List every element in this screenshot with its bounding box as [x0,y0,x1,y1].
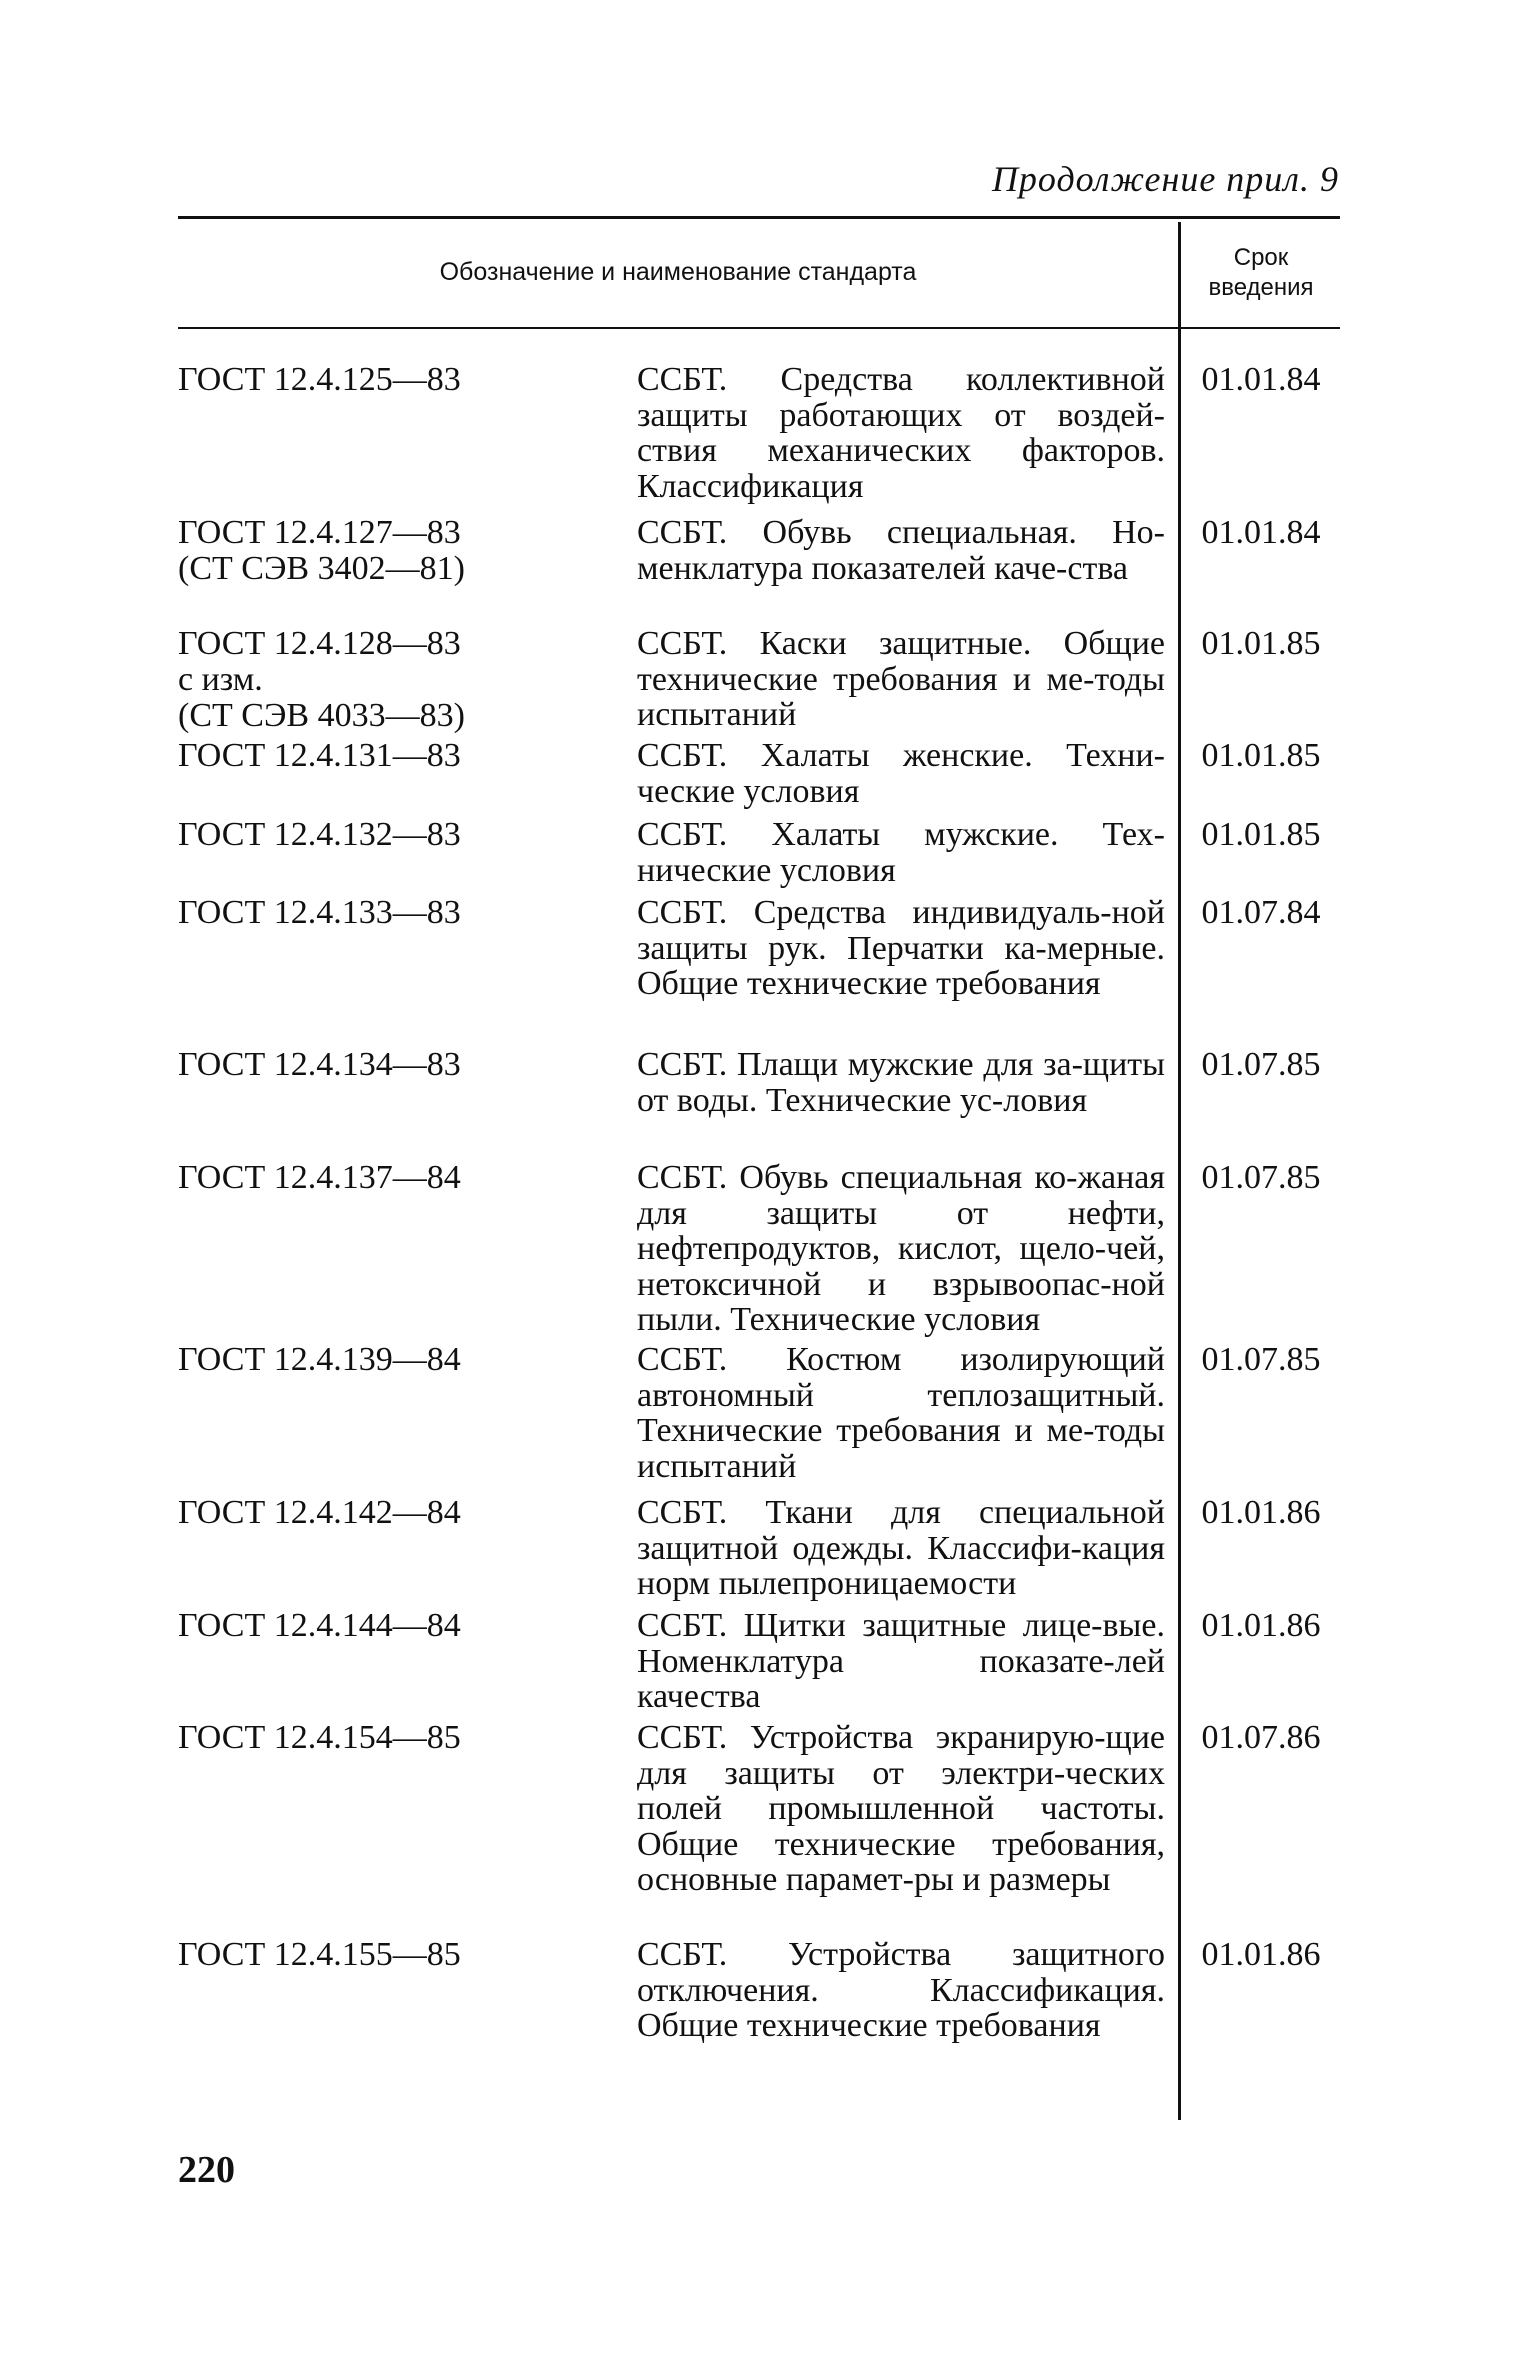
standard-title: ССБТ. Костюм изолирующий автономный теплозащитный. Технические требования и ме-тоды испытаний [637,1341,1165,1485]
effective-date: 01.07.85 [1201,1046,1321,1083]
effective-date: 01.01.86 [1201,1936,1321,1973]
standard-code-line: ГОСТ 12.4.142—84 [178,1494,461,1531]
effective-date: 01.07.84 [1201,894,1321,931]
column-header-term-line1: Срок [1233,244,1289,271]
standard-title: ССБТ. Средства коллективной защиты работающих от воздей-ствия механических факторов. Классификация [637,361,1165,505]
standard-title: ССБТ. Устройства защитного отключения. Классификация. Общие технические требования [637,1936,1165,2044]
standard-code [178,895,608,931]
standard-code-line: ГОСТ 12.4.127—83 [178,514,461,551]
standard-code [178,1160,608,1196]
standard-code-line: ГОСТ 12.4.155—85 [178,1936,461,1973]
standard-title: ССБТ. Халаты мужские. Тех-нические условия [637,816,1165,889]
effective-date: 01.01.85 [1201,625,1321,662]
standard-code [178,1047,608,1083]
standard-code [178,362,608,398]
column-header-term-line2: введения [1208,274,1314,301]
standard-code-line: ГОСТ 12.4.132—83 [178,816,461,853]
standard-code-line: ГОСТ 12.4.144—84 [178,1607,461,1644]
column-header-standard: Обозначение и наименование стандарта [439,258,917,286]
standard-code-line: (СТ СЭВ 4033—83) [178,697,465,734]
standard-title: ССБТ. Устройства экранирую-щие для защиты от электри-ческих полей промышленной частоты. Общие технические требования, основные парамет-ры и размеры [637,1719,1165,1898]
column-divider [1178,222,1181,2120]
standard-code [178,817,608,853]
standard-code-line: ГОСТ 12.4.134—83 [178,1046,461,1083]
standard-title: ССБТ. Обувь специальная ко-жаная для защиты от нефти, нефтепродуктов, кислот, щело-чей, нетоксичной и взрывоопас-ной пыли. Технические условия [637,1159,1165,1338]
effective-date: 01.01.86 [1201,1494,1321,1531]
standard-code [178,1495,608,1531]
standard-code-line: ГОСТ 12.4.154—85 [178,1719,461,1756]
standard-code-line: ГОСТ 12.4.125—83 [178,361,461,398]
header-rule [178,327,1340,329]
effective-date: 01.01.85 [1201,737,1321,774]
standard-title: ССБТ. Плащи мужские для за-щиты от воды. Технические ус-ловия [637,1046,1165,1119]
effective-date: 01.07.86 [1201,1719,1321,1756]
effective-date: 01.01.84 [1201,514,1321,551]
standard-code [178,1608,608,1644]
standard-code [178,626,608,734]
standard-title: ССБТ. Каски защитные. Общие технические требования и ме-тоды испытаний [637,625,1165,733]
effective-date: 01.01.85 [1201,816,1321,853]
standard-code [178,515,608,587]
standard-code-line: (СТ СЭВ 3402—81) [178,550,465,587]
effective-date: 01.01.84 [1201,361,1321,398]
standard-title: ССБТ. Халаты женские. Техни-ческие условия [637,737,1165,810]
continuation-heading: Продолжение прил. 9 [991,159,1339,199]
standard-title: ССБТ. Щитки защитные лице-вые. Номенклатура показате-лей качества [637,1607,1165,1715]
page-number: 220 [178,2149,235,2191]
standard-title: ССБТ. Обувь специальная. Но-менклатура показателей каче-ства [637,514,1165,587]
standard-code-line: ГОСТ 12.4.131—83 [178,737,461,774]
effective-date: 01.07.85 [1201,1341,1321,1378]
standard-code [178,738,608,774]
standard-code-line: ГОСТ 12.4.133—83 [178,894,461,931]
top-rule [178,216,1340,219]
standard-code-line: ГОСТ 12.4.128—83 [178,625,461,662]
standard-title: ССБТ. Средства индивидуаль-ной защиты рук. Перчатки ка-мерные. Общие технические требования [637,894,1165,1002]
effective-date: 01.01.86 [1201,1607,1321,1644]
effective-date: 01.07.85 [1201,1159,1321,1196]
standard-title: ССБТ. Ткани для специальной защитной одежды. Классифи-кация норм пылепроницаемости [637,1494,1165,1602]
standard-code [178,1342,608,1378]
standard-code [178,1937,608,1973]
column-header-term [1182,243,1340,303]
standard-code [178,1720,608,1756]
standard-code-line: ГОСТ 12.4.137—84 [178,1159,461,1196]
standard-code-line: ГОСТ 12.4.139—84 [178,1341,461,1378]
standard-code-line: с изм. [178,661,263,698]
